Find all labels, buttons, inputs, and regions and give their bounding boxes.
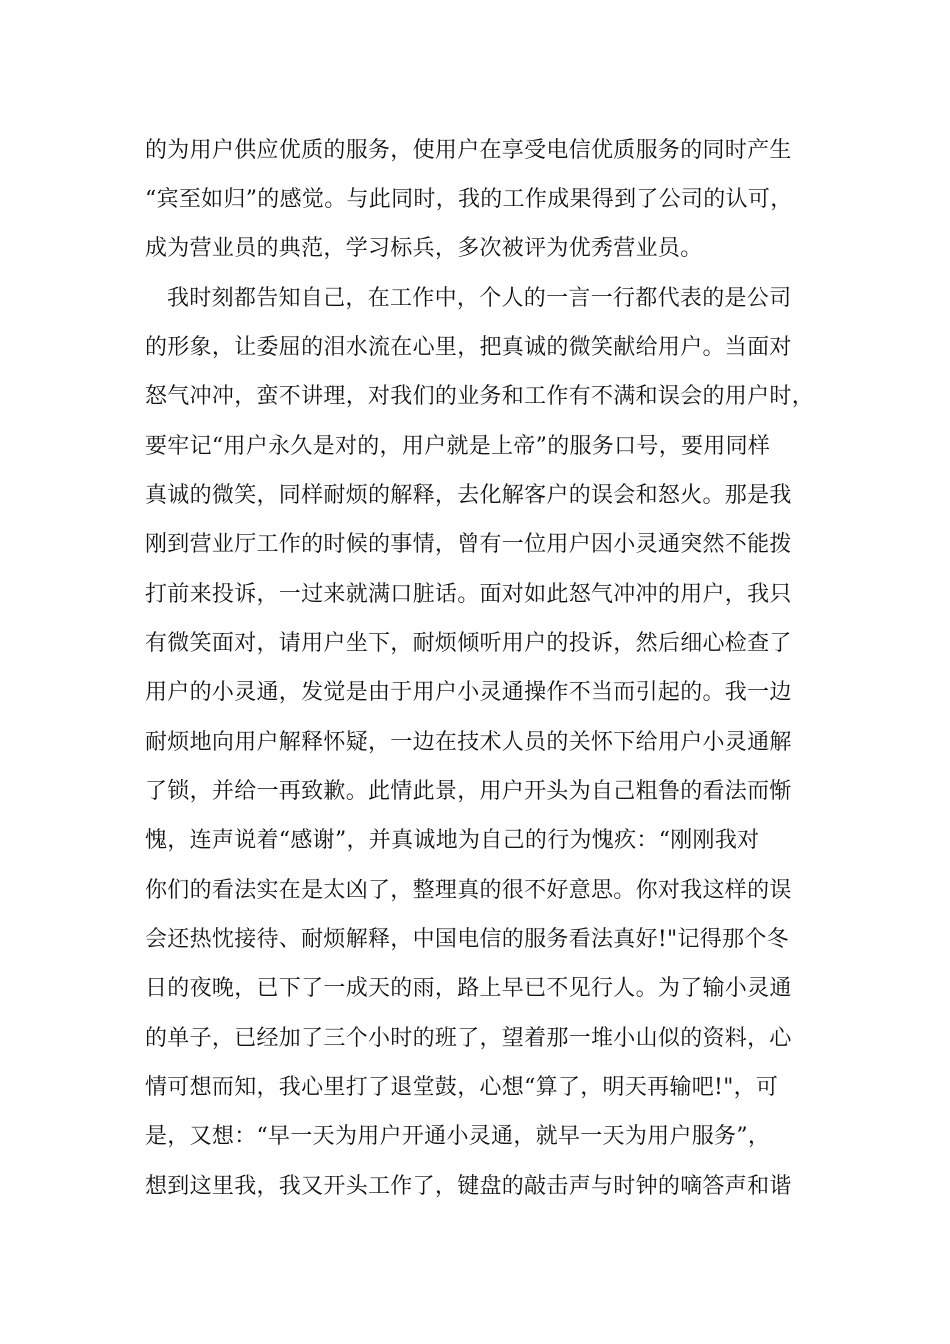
text-line: 用户的小灵通，发觉是由于用户小灵通操作不当而引起的。我一边 [145,680,792,705]
text-line: 要牢记“用户永久是对的，用户就是上帝”的服务口号，要用同样 [145,434,771,459]
text-line: 情可想而知，我心里打了退堂鼓，心想“算了，明天再输吧!"，可 [145,1075,779,1100]
text-line: 的单子，已经加了三个小时的班了，望着那一堆小山似的资料，心 [145,1026,792,1051]
text-line: 日的夜晚，已下了一成天的雨，路上早已不见行人。为了输小灵通 [145,976,792,1001]
text-line: 愧，连声说着“感谢”，并真诚地为自己的行为愧疚：“刚刚我对 [145,828,760,853]
text-line: 的为用户供应优质的服务，使用户在享受电信优质服务的同时产生 [145,138,792,163]
text-line: 的形象，让委屈的泪水流在心里，把真诚的微笑献给用户。当面对 [145,335,792,360]
text-line: 有微笑面对，请用户坐下，耐烦倾听用户的投诉，然后细心检查了 [145,631,792,656]
text-line: 耐烦地向用户解释怀疑，一边在技术人员的关怀下给用户小灵通解 [145,730,792,755]
text-line: 怒气冲冲，蛮不讲理，对我们的业务和工作有不满和误会的用户时， [145,384,815,409]
text-line: 成为营业员的典范，学习标兵，多次被评为优秀营业员。 [145,236,703,261]
text-line: 会还热忱接待、耐烦解释，中国电信的服务看法真好!"记得那个冬 [145,927,789,952]
text-line: 刚到营业厅工作的时候的事情，曾有一位用户因小灵通突然不能拨 [145,532,792,557]
paragraph-first-line: 我时刻都告知自己，在工作中，个人的一言一行都代表的是公司 [167,286,792,311]
text-line: 想到这里我，我又开头工作了，键盘的敲击声与时钟的嘀答声和谐 [145,1174,792,1199]
text-line: 了锁，并给一再致歉。此情此景，用户开头为自己粗鲁的看法而惭 [145,779,792,804]
text-line: 你们的看法实在是太凶了，整理真的很不好意思。你对我这样的误 [145,878,792,903]
text-line: 真诚的微笑，同样耐烦的解释，去化解客户的误会和怒火。那是我 [145,483,792,508]
text-line: “宾至如归”的感觉。与此同时，我的工作成果得到了公司的认可， [145,187,793,212]
text-line: 打前来投诉，一过来就满口脏话。面对如此怒气冲冲的用户，我只 [145,582,792,607]
text-line: 是，又想：“早一天为用户开通小灵通，就早一天为用户服务”， [145,1124,771,1149]
